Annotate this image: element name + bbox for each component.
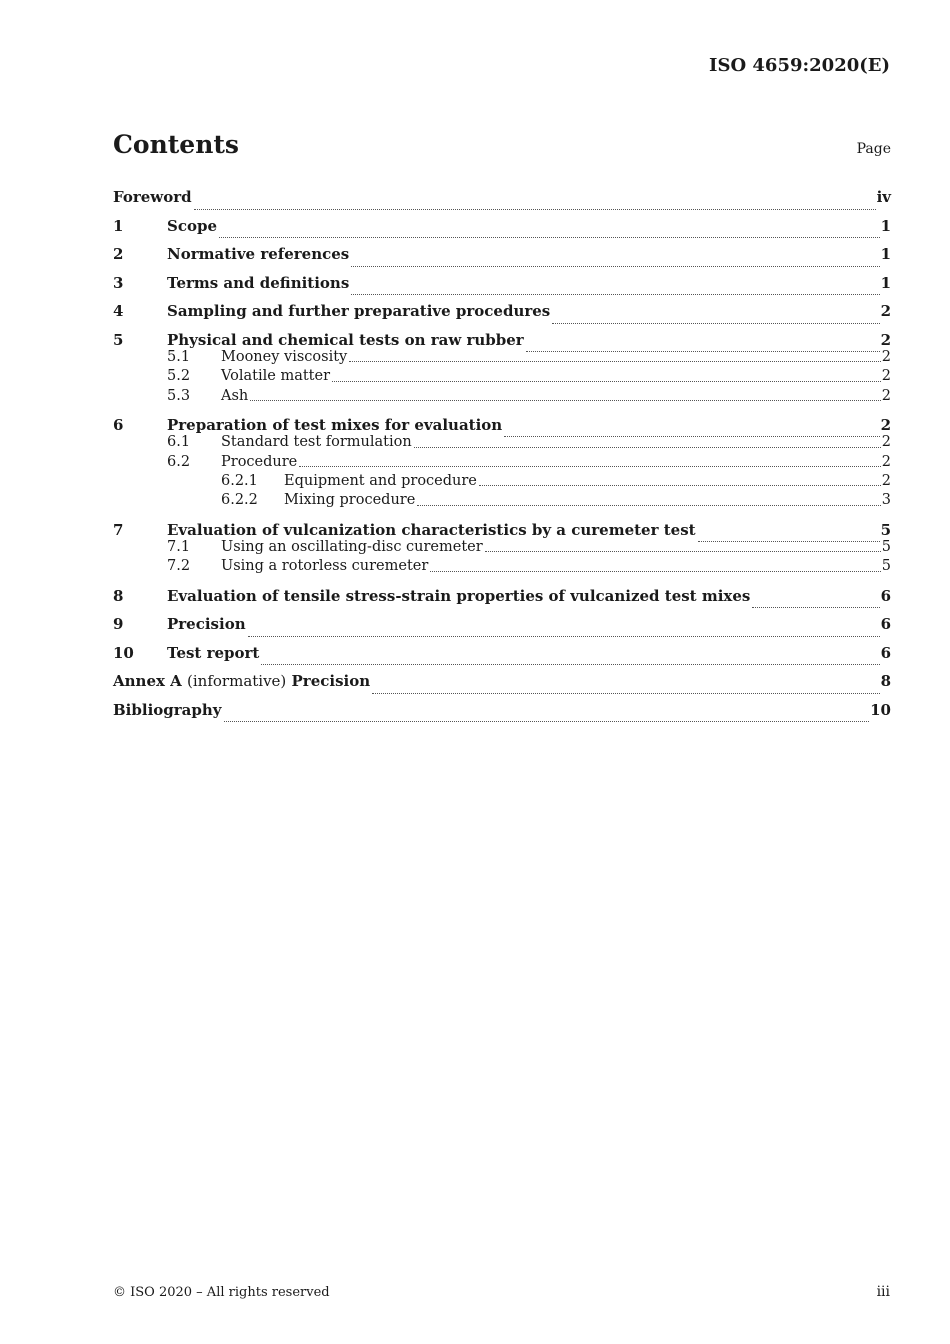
toc-entry-title: Evaluation of vulcanization characteristics by a curemeter test — [167, 520, 696, 539]
toc-entry-page: 2 — [881, 368, 891, 385]
toc-entry-title: Scope — [167, 216, 218, 235]
toc-entry-title: Preparation of test mixes for evaluation — [167, 415, 503, 434]
toc-entry-number: 6.2.2 — [221, 492, 258, 509]
toc-entry-foreword[interactable] — [113, 186, 891, 215]
toc-entry-number: 5 — [113, 330, 124, 349]
toc-entry-number: 10 — [113, 643, 134, 662]
toc-entry-page: 2 — [881, 349, 891, 365]
toc-entry-title: Standard test formulation — [221, 434, 412, 451]
toc-leader-dots — [299, 466, 881, 467]
toc-leader-dots — [430, 571, 880, 572]
toc-leader-dots — [552, 323, 879, 324]
toc-entry-number: 5.3 — [167, 387, 191, 404]
toc-entry-page: 2 — [881, 434, 891, 451]
toc-leader-dots — [752, 607, 879, 608]
toc-entry-page: 5 — [881, 558, 891, 575]
toc-entry-page: iv — [876, 188, 891, 206]
toc-entry-number: 7.1 — [167, 539, 191, 556]
toc-entry-page: 5 — [881, 539, 891, 556]
toc-entry-title: Physical and chemical tests on raw rubber — [167, 330, 524, 349]
toc-entry-page: 3 — [881, 492, 891, 509]
toc-entry-page: 8 — [880, 672, 891, 691]
annex-type: (informative) — [187, 672, 287, 691]
toc-leader-dots — [250, 400, 881, 401]
table-of-contents — [113, 186, 891, 727]
annex-label: Annex A — [113, 672, 182, 691]
toc-leader-dots — [479, 485, 881, 486]
toc-leader-dots — [414, 447, 881, 448]
toc-entry-title: Mixing procedure — [284, 492, 416, 509]
toc-entry-page: 2 — [881, 453, 891, 470]
toc-entry-title: Ash — [221, 387, 249, 404]
toc-entry-precision[interactable] — [113, 613, 891, 642]
toc-entry-tensile-stress-strain[interactable] — [113, 585, 891, 614]
toc-entry-annex-a[interactable] — [113, 670, 891, 699]
footer-page-number: iii — [876, 1284, 890, 1300]
toc-entry-page: 1 — [880, 245, 891, 263]
toc-entry-sampling[interactable] — [113, 300, 891, 329]
toc-leader-dots — [504, 436, 879, 437]
toc-entry-number: 6 — [113, 415, 124, 434]
toc-entry-bibliography[interactable] — [113, 699, 891, 728]
contents-title: Contents — [113, 130, 240, 159]
toc-entry-title: Procedure — [221, 453, 298, 470]
toc-entry-number: 4 — [113, 302, 124, 320]
toc-entry-mixing-procedure[interactable] — [113, 491, 891, 510]
toc-entry-terms-and-definitions[interactable] — [113, 272, 891, 301]
toc-entry-procedure[interactable] — [113, 453, 891, 472]
toc-entry-title: Precision — [167, 615, 246, 634]
toc-leader-dots — [224, 721, 870, 722]
toc-entry-test-report[interactable] — [113, 642, 891, 671]
toc-leader-dots — [417, 505, 880, 506]
toc-entry-title: Terms and definitions — [167, 273, 350, 292]
contents-header — [113, 130, 891, 159]
toc-entry-number: 5.2 — [167, 368, 191, 385]
toc-entry-page: 5 — [880, 520, 891, 539]
toc-entry-number: 6.1 — [167, 434, 191, 451]
toc-leader-dots — [248, 636, 880, 637]
toc-entry-page: 1 — [880, 273, 891, 292]
toc-entry-title: Foreword — [113, 188, 192, 206]
toc-leader-dots — [698, 541, 880, 542]
toc-leader-dots — [526, 351, 880, 352]
toc-entry-page: 2 — [880, 330, 891, 349]
toc-entry-page: 6 — [880, 615, 891, 634]
toc-entry-number: 7.2 — [167, 558, 191, 575]
toc-leader-dots — [219, 237, 880, 238]
toc-entry-title: Sampling and further preparative procedures — [167, 302, 551, 320]
toc-entry-number: 3 — [113, 273, 124, 292]
toc-entry-number: 2 — [113, 245, 124, 263]
toc-entry-scope[interactable] — [113, 215, 891, 244]
toc-entry-title: Using a rotorless curemeter — [221, 558, 429, 575]
toc-entry-title: Normative references — [167, 245, 350, 263]
toc-entry-title: Volatile matter — [221, 368, 331, 385]
toc-leader-dots — [261, 664, 879, 665]
toc-entry-number: 6.2 — [167, 453, 191, 470]
toc-entry-title: Using an oscillating-disc curemeter — [221, 539, 483, 556]
toc-entry-page: 6 — [880, 586, 891, 605]
toc-entry-title: Bibliography — [113, 700, 222, 719]
toc-entry-title: Equipment and procedure — [284, 472, 477, 489]
page-column-label: Page — [856, 141, 891, 157]
toc-entry-title: Test report — [167, 643, 260, 662]
toc-entry-page: 2 — [880, 302, 891, 320]
toc-entry-volatile-matter[interactable] — [113, 367, 891, 386]
toc-entry-number: 8 — [113, 586, 124, 605]
toc-entry-title: Evaluation of tensile stress-strain properties of vulcanized test mixes — [167, 586, 751, 605]
toc-entry-page: 2 — [881, 387, 891, 404]
toc-leader-dots — [349, 361, 881, 362]
toc-entry-title — [113, 670, 370, 692]
toc-leader-dots — [351, 294, 879, 295]
toc-entry-equipment-and-procedure[interactable] — [113, 472, 891, 491]
toc-entry-page: 2 — [881, 472, 891, 489]
toc-entry-normative-references[interactable] — [113, 243, 891, 272]
toc-entry-rotorless-curemeter[interactable] — [113, 557, 891, 576]
toc-leader-dots — [194, 209, 876, 210]
footer-copyright: © ISO 2020 – All rights reserved — [113, 1285, 330, 1300]
toc-entry-number: 6.2.1 — [221, 472, 258, 489]
document-id: ISO 4659:2020(E) — [709, 55, 890, 76]
annex-title: Precision — [291, 672, 371, 691]
toc-entry-ash[interactable] — [113, 387, 891, 406]
toc-leader-dots — [332, 381, 881, 382]
toc-entry-page: 6 — [880, 643, 891, 662]
toc-entry-page: 1 — [880, 216, 891, 235]
toc-entry-title: Mooney viscosity — [221, 349, 348, 365]
toc-entry-number: 7 — [113, 520, 124, 539]
toc-leader-dots — [485, 551, 881, 552]
toc-leader-dots — [351, 266, 879, 267]
toc-entry-page: 10 — [870, 700, 891, 719]
toc-leader-dots — [372, 693, 879, 694]
toc-entry-number: 1 — [113, 216, 124, 235]
toc-entry-number: 5.1 — [167, 349, 191, 365]
toc-entry-number: 9 — [113, 615, 124, 634]
toc-entry-page: 2 — [880, 415, 891, 434]
